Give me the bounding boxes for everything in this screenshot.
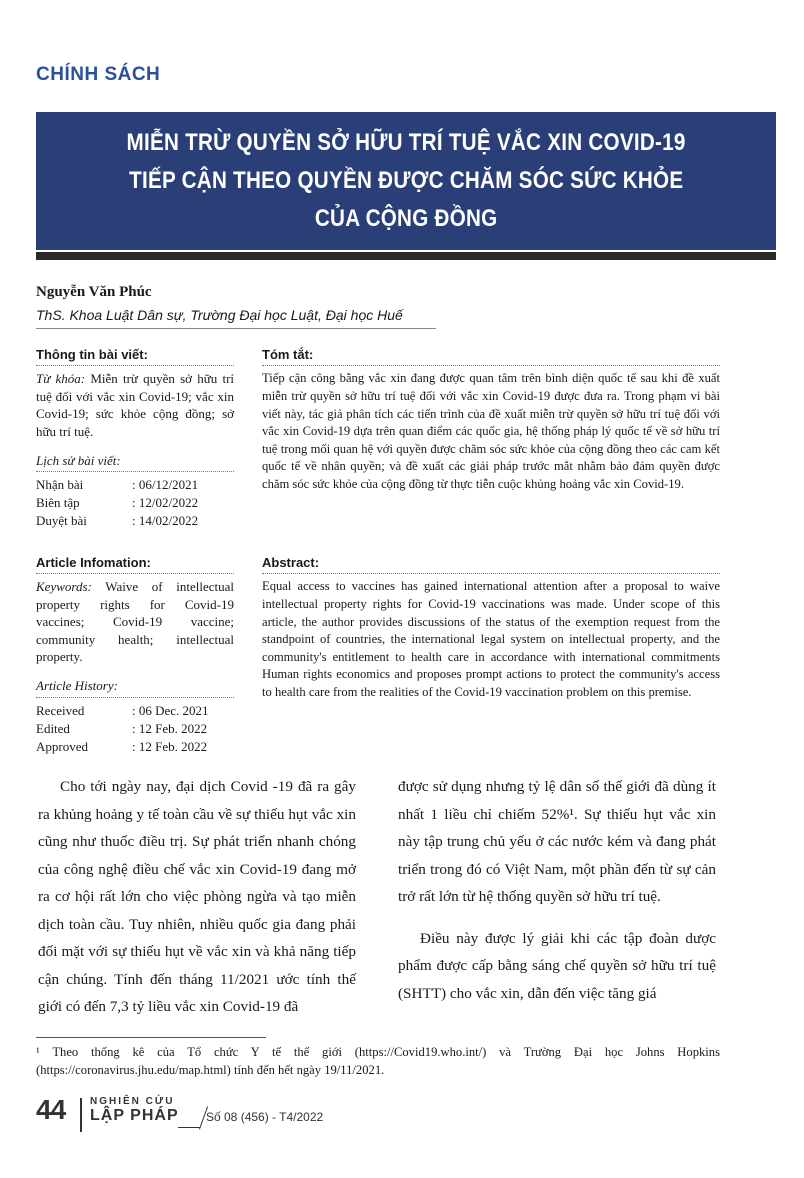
history-label: Duyệt bài: [36, 513, 87, 529]
body-paragraph: Điều này được lý giải khi các tập đoàn dược phẩm được cấp bằng sáng chế quyền sở hữu trí tuệ (SHTT) cho vắc xin, dẫn đến việc tăng giá: [398, 929, 716, 1002]
abstract-text-en: Equal access to vaccines has gained international attention after a proposal to waive intellectual property rights for Covid-19 vaccinations was made. Under scope of this article, the author provides discussions of the status of the exemption request from the standpoint of countries, the international legal system on intellectual property, and the community's entitlement to health care in accordance with international commitments Human rights economics and proposes prompt actions to protect the community's access to health care from the realities of the Covid-19 vaccination problem on this premise.: [262, 579, 720, 699]
info-heading-vn: Thông tin bài viết:: [36, 347, 148, 362]
affiliation-divider: [36, 328, 436, 329]
article-title-banner: [36, 112, 776, 250]
author-name: Nguyễn Văn Phúc: [36, 284, 152, 300]
journal-name-top: NGHIÊN CỨU: [90, 1096, 175, 1107]
history-value: : 14/02/2022: [132, 513, 199, 529]
abstract-vn: [262, 346, 720, 494]
article-info-en: [36, 554, 234, 756]
title-line-2: TIẾP CẬN THEO QUYỀN ĐƯỢC CHĂM SÓC SỨC KHỎE: [128, 167, 684, 194]
history-label: Nhận bài: [36, 477, 84, 493]
history-label: Edited: [36, 720, 70, 736]
info-heading-en: Article Infomation:: [36, 555, 151, 570]
history-heading-en: Article History:: [36, 678, 118, 694]
dotted-divider: [36, 573, 234, 574]
title-line-1: MIỄN TRỪ QUYỀN SỞ HỮU TRÍ TUỆ VẮC XIN COVID-19: [126, 129, 686, 156]
history-value: : 06/12/2021: [132, 477, 199, 493]
footer-divider: [80, 1098, 82, 1132]
page-number: 44: [36, 1094, 66, 1125]
dotted-divider: [262, 365, 720, 366]
dotted-divider: [36, 697, 234, 698]
history-heading-vn: Lịch sử bài viết:: [36, 453, 121, 469]
history-value: : 06 Dec. 2021: [132, 702, 209, 718]
history-label: Biên tập: [36, 495, 80, 511]
dotted-divider: [36, 365, 234, 366]
abstract-text-vn: Tiếp cận công bằng vắc xin đang được quan tâm trên bình diện quốc tế sau khi đề xuất miễn trừ quyền sở hữu trí tuệ đối với vắc xin Covid-19 được đưa ra. Trong phạm vi bài viết này, tác giả phân tích các tiến trình của đề xuất miễn trừ quyền sở hữu trí tuệ đối với vắc xin Covid-19 dựa trên quan điểm các quốc gia, hệ thống pháp lý quốc tế về sở hữu trí tuệ trong mối quan hệ với quyền được chăm sóc sức khỏe của cộng đồng theo các cam kết quốc tế về nhân quyền; và đề xuất các giải pháp trước mắt nhằm bảo đảm quyền được chăm sóc sức khỏe của cộng đồng từ thực tiễn cuộc khủng hoảng vắc xin Covid-19.: [262, 371, 720, 491]
keywords-text-en: Waive of intellectual property rights for Covid-19 vaccines; Covid-19 vaccine; community health; intellectual property.: [36, 579, 234, 665]
issue-info: Số 08 (456) - T4/2022: [206, 1110, 324, 1124]
history-value: : 12/02/2022: [132, 495, 199, 511]
keywords-text-vn: Miễn trừ quyền sở hữu trí tuệ đối với vắc xin Covid-19; vắc xin Covid-19; sức khỏe cộng đồng; sở hữu trí tuệ.: [36, 371, 235, 439]
body-paragraph: Cho tới ngày nay, đại dịch Covid -19 đã ra gây ra khủng hoảng y tế toàn cầu về sự thiếu hụt vắc xin cũng như thuốc điều trị. Sự phát triển nhanh chóng của công nghệ điều chế vắc xin Covid-19 đang mở ra cơ hội rất lớn cho việc phòng ngừa và tạo miễn dịch toàn cầu. Tuy nhiên, nhiều quốc gia đang phải đối mặt với sự thiếu hụt về vắc xin và khả năng tiếp cận chúng. Tính đến tháng 11/2021 ước tính thế giới có đến 7,3 tỷ liều vắc xin Covid-19 đã: [38, 778, 356, 1015]
dotted-divider: [36, 471, 234, 472]
body-column-left: [38, 773, 356, 1021]
history-row: [36, 738, 234, 756]
abstract-heading-vn: Tóm tắt:: [262, 347, 314, 362]
history-value: : 12 Feb. 2022: [132, 720, 208, 736]
body-paragraph: được sử dụng nhưng tỷ lệ dân số thế giới đã dùng ít nhất 1 liều chỉ chiếm 52%¹. Sự thiếu hụt vắc xin này tập trung chủ yếu ở các nước kém và đang phát triển trong đó có Việt Nam, một phần đến từ sự cản trở rất lớn từ hệ thống quyền sở hữu trí tuệ.: [398, 778, 716, 905]
abstract-heading-en: Abstract:: [262, 555, 320, 570]
author-affiliation: ThS. Khoa Luật Dân sự, Trường Đại học Luật, Đại học Huế: [36, 307, 403, 323]
footnote-divider: [36, 1037, 266, 1038]
history-label: Received: [36, 702, 85, 718]
title-divider: [36, 252, 776, 260]
journal-name-main: LẬP PHÁP: [90, 1107, 179, 1124]
footnote: ¹ Theo thống kê của Tổ chức Y tế thế giới (https://Covid19.who.int/) và Trường Đại học Johns Hopkins (https://coronavirus.jhu.edu/map.html) tính đến hết ngày 19/11/2021.: [36, 1045, 720, 1077]
journal-logo-slash: [178, 1112, 200, 1128]
section-label: CHÍNH SÁCH: [36, 64, 161, 85]
history-row: [36, 512, 234, 530]
history-row: [36, 720, 234, 738]
keywords-label-en: Keywords:: [36, 579, 92, 595]
history-value: : 12 Feb. 2022: [132, 738, 208, 754]
abstract-en: [262, 554, 720, 702]
article-info-vn: [36, 346, 234, 530]
history-row: [36, 702, 234, 720]
keywords-vn: [36, 370, 234, 440]
history-row: [36, 476, 234, 494]
history-row: [36, 494, 234, 512]
title-line-3: CỦA CỘNG ĐỒNG: [314, 205, 498, 232]
dotted-divider: [262, 573, 720, 574]
history-label: Approved: [36, 738, 88, 754]
body-column-right: [398, 773, 716, 1007]
keywords-label-vn: Từ khóa:: [36, 371, 86, 387]
page-footer: [36, 1094, 396, 1136]
keywords-en: [36, 578, 234, 665]
